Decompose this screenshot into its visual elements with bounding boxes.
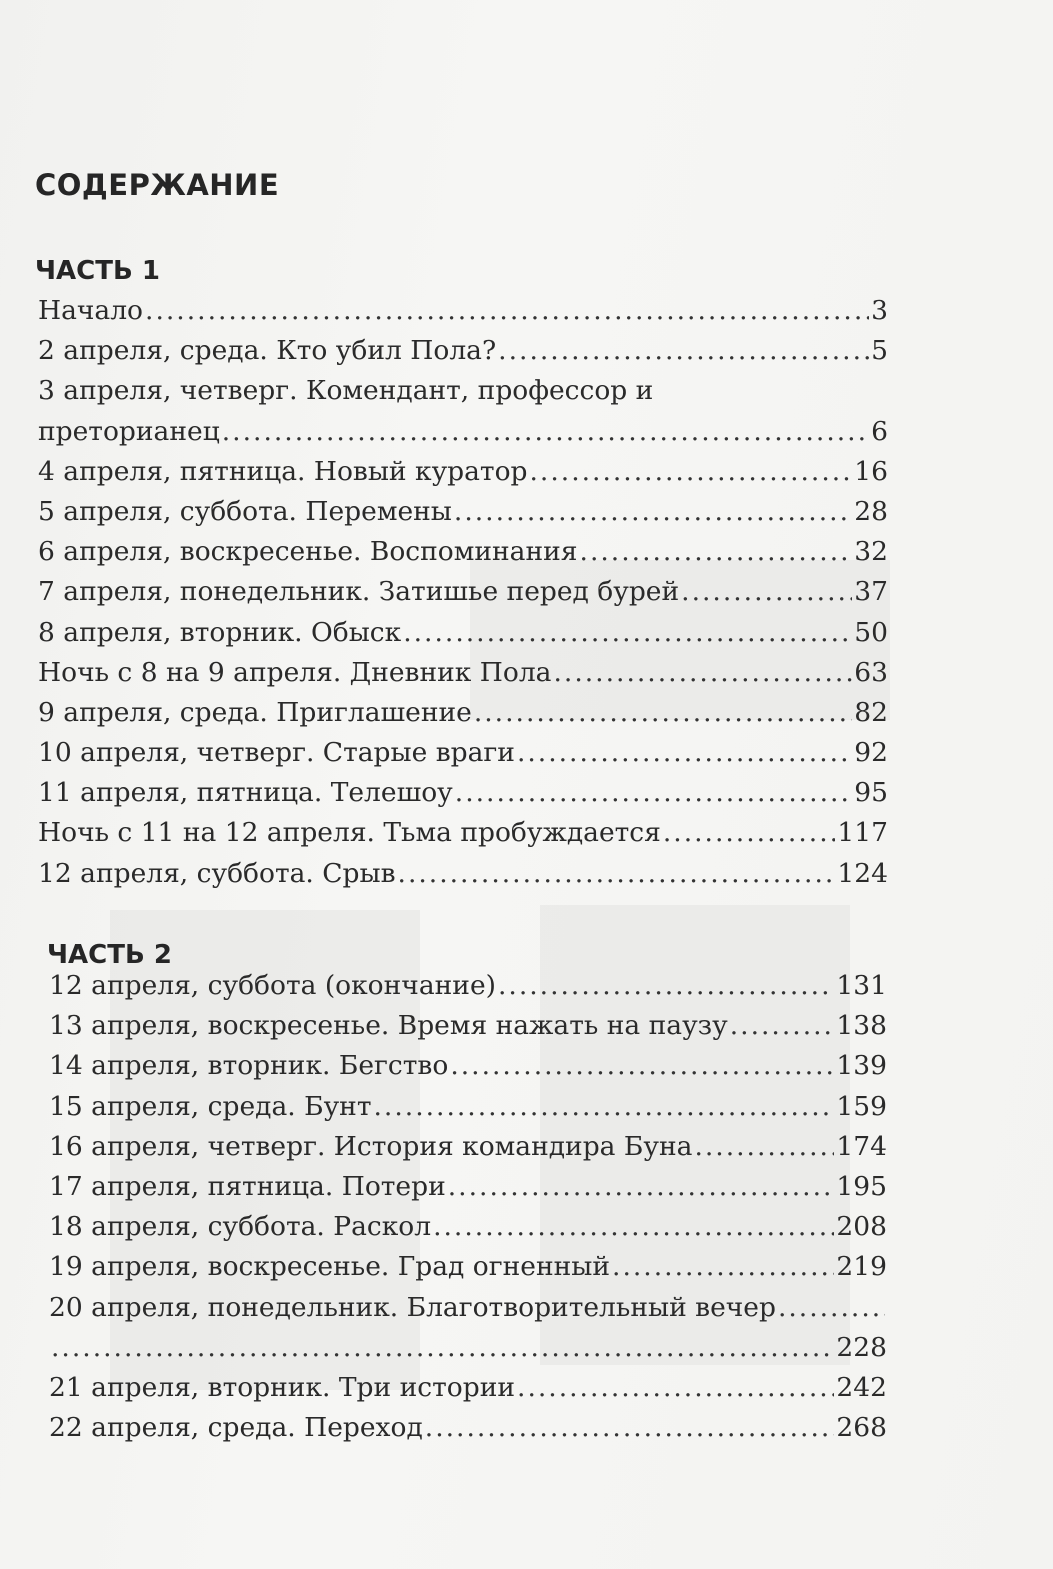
page-number: 6 (871, 415, 888, 447)
toc-entry[interactable]: 10 апреля, четверг. Старые враги ..... 92 (38, 733, 888, 773)
dot-leader (663, 813, 836, 853)
part-1-title: ЧАСТЬ 1 (35, 256, 160, 286)
dot-leader (580, 532, 853, 572)
toc-entry[interactable]: 16 апреля, четверг. История командира Буна ..... 174 (49, 1127, 887, 1167)
toc-entry[interactable]: 17 апреля, пятница. Потери ..... 195 (49, 1167, 887, 1207)
page-number: 174 (836, 1130, 887, 1162)
page-number: 117 (837, 817, 888, 849)
page-number: 28 (854, 495, 888, 527)
part-2-entries (49, 966, 887, 1448)
page-number: 195 (836, 1170, 887, 1202)
toc-entry[interactable]: 5 апреля, суббота. Перемены ..... 28 (38, 492, 888, 532)
toc-entry[interactable]: 19 апреля, воскресенье. Град огненный ..... 219 (49, 1247, 887, 1287)
toc-entry[interactable]: 8 апреля, вторник. Обыск ..... 50 (38, 613, 888, 653)
toc-entry[interactable]: Ночь с 8 на 9 апреля. Дневник Пола ..... 63 (38, 653, 888, 693)
dot-leader (222, 412, 869, 452)
dot-leader (517, 733, 852, 773)
toc-entry[interactable]: 15 апреля, среда. Бунт ..... 159 (49, 1087, 887, 1127)
toc-entry[interactable]: 3 апреля, четверг. Комендант, профессор и преторианец ..... 6 (38, 371, 888, 451)
dot-leader (517, 1368, 834, 1408)
dot-leader (553, 653, 852, 693)
page-number: 208 (836, 1211, 887, 1243)
dot-leader (454, 492, 852, 532)
part-1-entries (38, 291, 888, 894)
page-title: СОДЕРЖАНИЕ (35, 168, 280, 202)
toc-entry[interactable]: 14 апреля, вторник. Бегство ..... 139 (49, 1046, 887, 1086)
toc-entry[interactable]: Ночь с 11 на 12 апреля. Тьма пробуждается ..... 117 (38, 813, 888, 853)
toc-entry[interactable]: 11 апреля, пятница. Телешоу ..... 95 (38, 773, 888, 813)
page-number: 16 (854, 455, 888, 487)
page-number: 219 (836, 1251, 887, 1283)
page-number: 63 (854, 656, 888, 688)
dot-leader (51, 1328, 834, 1368)
dot-leader (448, 1167, 835, 1207)
page-number: 92 (854, 737, 888, 769)
toc-entry[interactable]: 22 апреля, среда. Переход ..... 268 (49, 1408, 887, 1448)
dot-leader (398, 854, 836, 894)
dot-leader (498, 331, 869, 371)
dot-leader (612, 1247, 834, 1287)
page-number: 242 (836, 1371, 887, 1403)
page-number: 3 (871, 295, 888, 326)
dot-leader (474, 693, 852, 733)
dot-leader (145, 291, 869, 331)
toc-entry[interactable]: 13 апреля, воскресенье. Время нажать на паузу ..... 138 (49, 1006, 887, 1046)
dot-leader (681, 572, 852, 612)
page-number: 138 (836, 1010, 887, 1042)
toc-entry[interactable]: Начало ..... 3 (38, 291, 888, 331)
toc-entry[interactable]: 12 апреля, суббота (окончание) ..... 131 (49, 966, 887, 1006)
page-number: 37 (854, 576, 888, 608)
page-number: 95 (854, 777, 888, 809)
toc-entry[interactable]: 18 апреля, суббота. Раскол ..... 208 (49, 1207, 887, 1247)
toc-entry[interactable]: 7 апреля, понедельник. Затишье перед бурей ..... 37 (38, 572, 888, 612)
part-2-title: ЧАСТЬ 2 (47, 940, 172, 970)
page-number: 50 (854, 616, 888, 648)
page-number: 159 (836, 1090, 887, 1122)
page-number: 124 (837, 857, 888, 889)
dot-leader (374, 1087, 835, 1127)
toc-entry[interactable]: 9 апреля, среда. Приглашение ..... 82 (38, 693, 888, 733)
dot-leader (730, 1006, 835, 1046)
dot-leader (694, 1127, 834, 1167)
page-number: 131 (836, 970, 887, 1001)
dot-leader (450, 1046, 834, 1086)
dot-leader (425, 1408, 835, 1448)
dot-leader (433, 1207, 834, 1247)
toc-entry[interactable]: 2 апреля, среда. Кто убил Пола? ..... 5 (38, 331, 888, 371)
dot-leader (530, 452, 853, 492)
toc-entry[interactable]: 20 апреля, понедельник. Благотворительный вечер ..... ..... 228 (49, 1288, 887, 1368)
toc-entry[interactable]: 4 апреля, пятница. Новый куратор ..... 16 (38, 452, 888, 492)
toc-entry[interactable]: 21 апреля, вторник. Три истории ..... 242 (49, 1368, 887, 1408)
dot-leader (498, 966, 834, 1006)
page-number: 139 (836, 1050, 887, 1082)
page-number: 5 (871, 335, 888, 367)
page-number: 268 (836, 1412, 887, 1444)
page-number: 82 (854, 696, 888, 728)
dot-leader (455, 773, 853, 813)
page-number: 228 (836, 1331, 887, 1363)
dot-leader (403, 613, 852, 653)
toc-entry[interactable]: 12 апреля, суббота. Срыв ..... 124 (38, 854, 888, 894)
page-number: 32 (854, 536, 888, 568)
toc-entry[interactable]: 6 апреля, воскресенье. Воспоминания ..... 32 (38, 532, 888, 572)
dot-leader (778, 1288, 885, 1328)
